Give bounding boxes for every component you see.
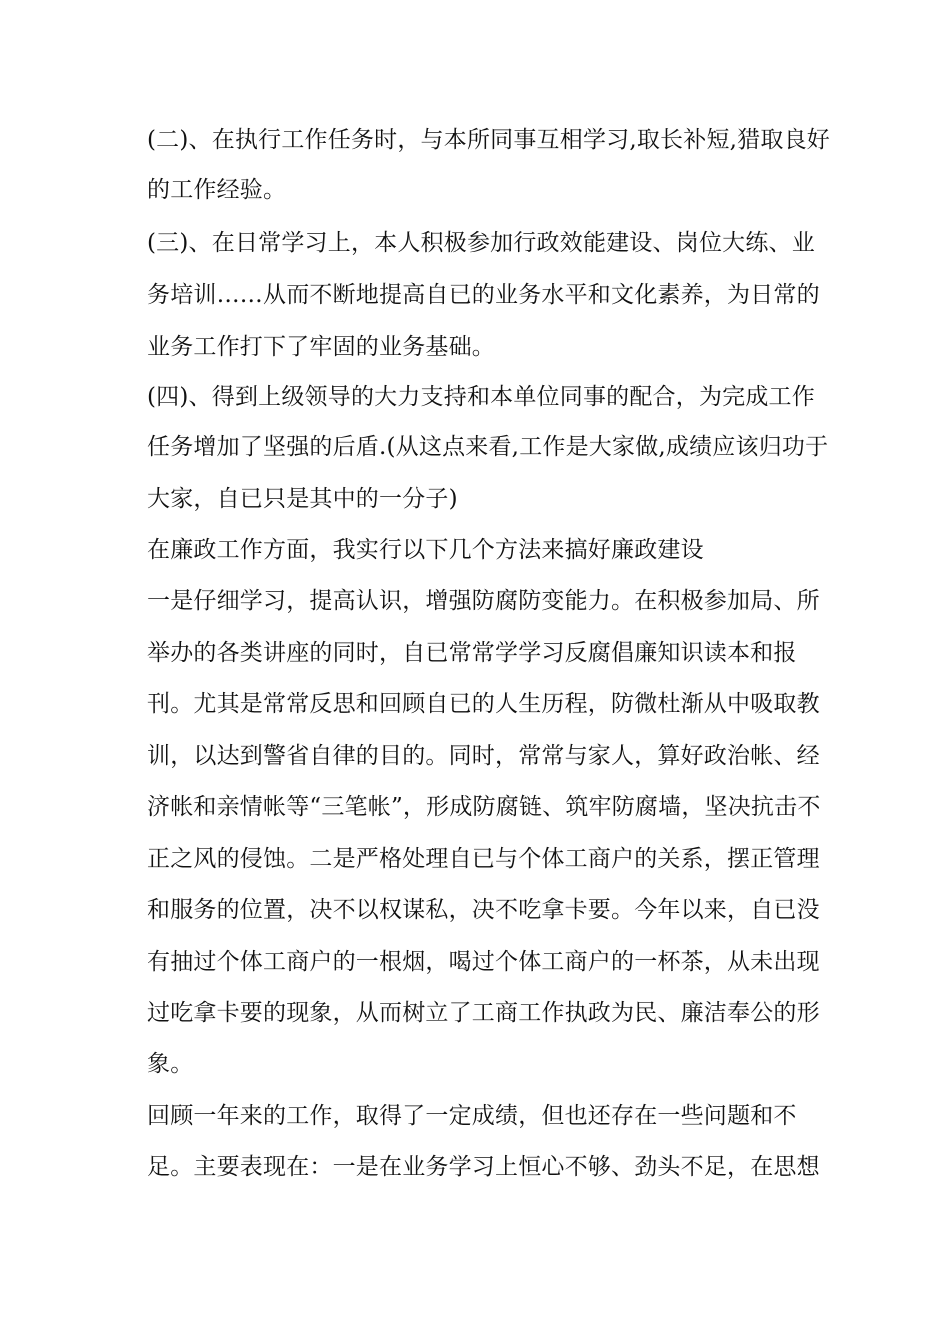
paragraph-line: 在廉政工作方面，我实行以下几个方法来搞好廉政建设: [147, 537, 704, 563]
paragraph-line: 大家，自已只是其中的一分子): [147, 486, 458, 512]
paragraph-line: 过吃拿卡要的现象，从而树立了工商工作执政为民、廉洁奉公的形: [147, 1000, 820, 1026]
paragraph-line: 刊。尤其是常常反思和回顾自已的人生历程，防微杜渐从中吸取教: [147, 691, 820, 717]
paragraph-line: (三)、在日常学习上，本人积极参加行政效能建设、岗位大练、业: [147, 230, 815, 256]
paragraph-line: 有抽过个体工商户的一根烟，喝过个体工商户的一杯茶，从未出现: [147, 949, 820, 975]
paragraph-line: 和服务的位置，决不以权谋私，决不吃拿卡要。今年以来，自已没: [147, 897, 820, 923]
paragraph-line: 济帐和亲情帐等“三笔帐”，形成防腐链、筑牢防腐墙，坚决抗击不: [147, 794, 821, 820]
paragraph-line: (二)、在执行工作任务时，与本所同事互相学习,取长补短,猎取良好: [147, 127, 830, 153]
paragraph-line: 足。主要表现在：一是在业务学习上恒心不够、劲头不足，在思想: [147, 1154, 820, 1180]
paragraph-line: 务培训……从而不断地提高自已的业务水平和文化素养，为日常的: [147, 282, 820, 308]
paragraph-line: (四)、得到上级领导的大力支持和本单位同事的配合，为完成工作: [147, 384, 815, 410]
paragraph-line: 业务工作打下了牢固的业务基础。: [147, 334, 495, 360]
paragraph-line: 任务增加了坚强的后盾.(从这点来看,工作是大家做,成绩应该归功于: [147, 434, 829, 460]
paragraph-line: 回顾一年来的工作，取得了一定成绩，但也还存在一些问题和不: [147, 1103, 797, 1129]
paragraph-line: 训，以达到警省自律的目的。同时，常常与家人，算好政治帐、经: [147, 743, 820, 769]
paragraph-line: 一是仔细学习，提高认识，增强防腐防变能力。在积极参加局、所: [147, 588, 820, 614]
paragraph-line: 象。: [147, 1051, 194, 1077]
paragraph-line: 举办的各类讲座的同时，自已常常学学习反腐倡廉知识读本和报: [147, 640, 797, 666]
paragraph-line: 的工作经验。: [147, 177, 287, 203]
paragraph-line: 正之风的侵蚀。二是严格处理自已与个体工商户的关系，摆正管理: [147, 846, 820, 872]
